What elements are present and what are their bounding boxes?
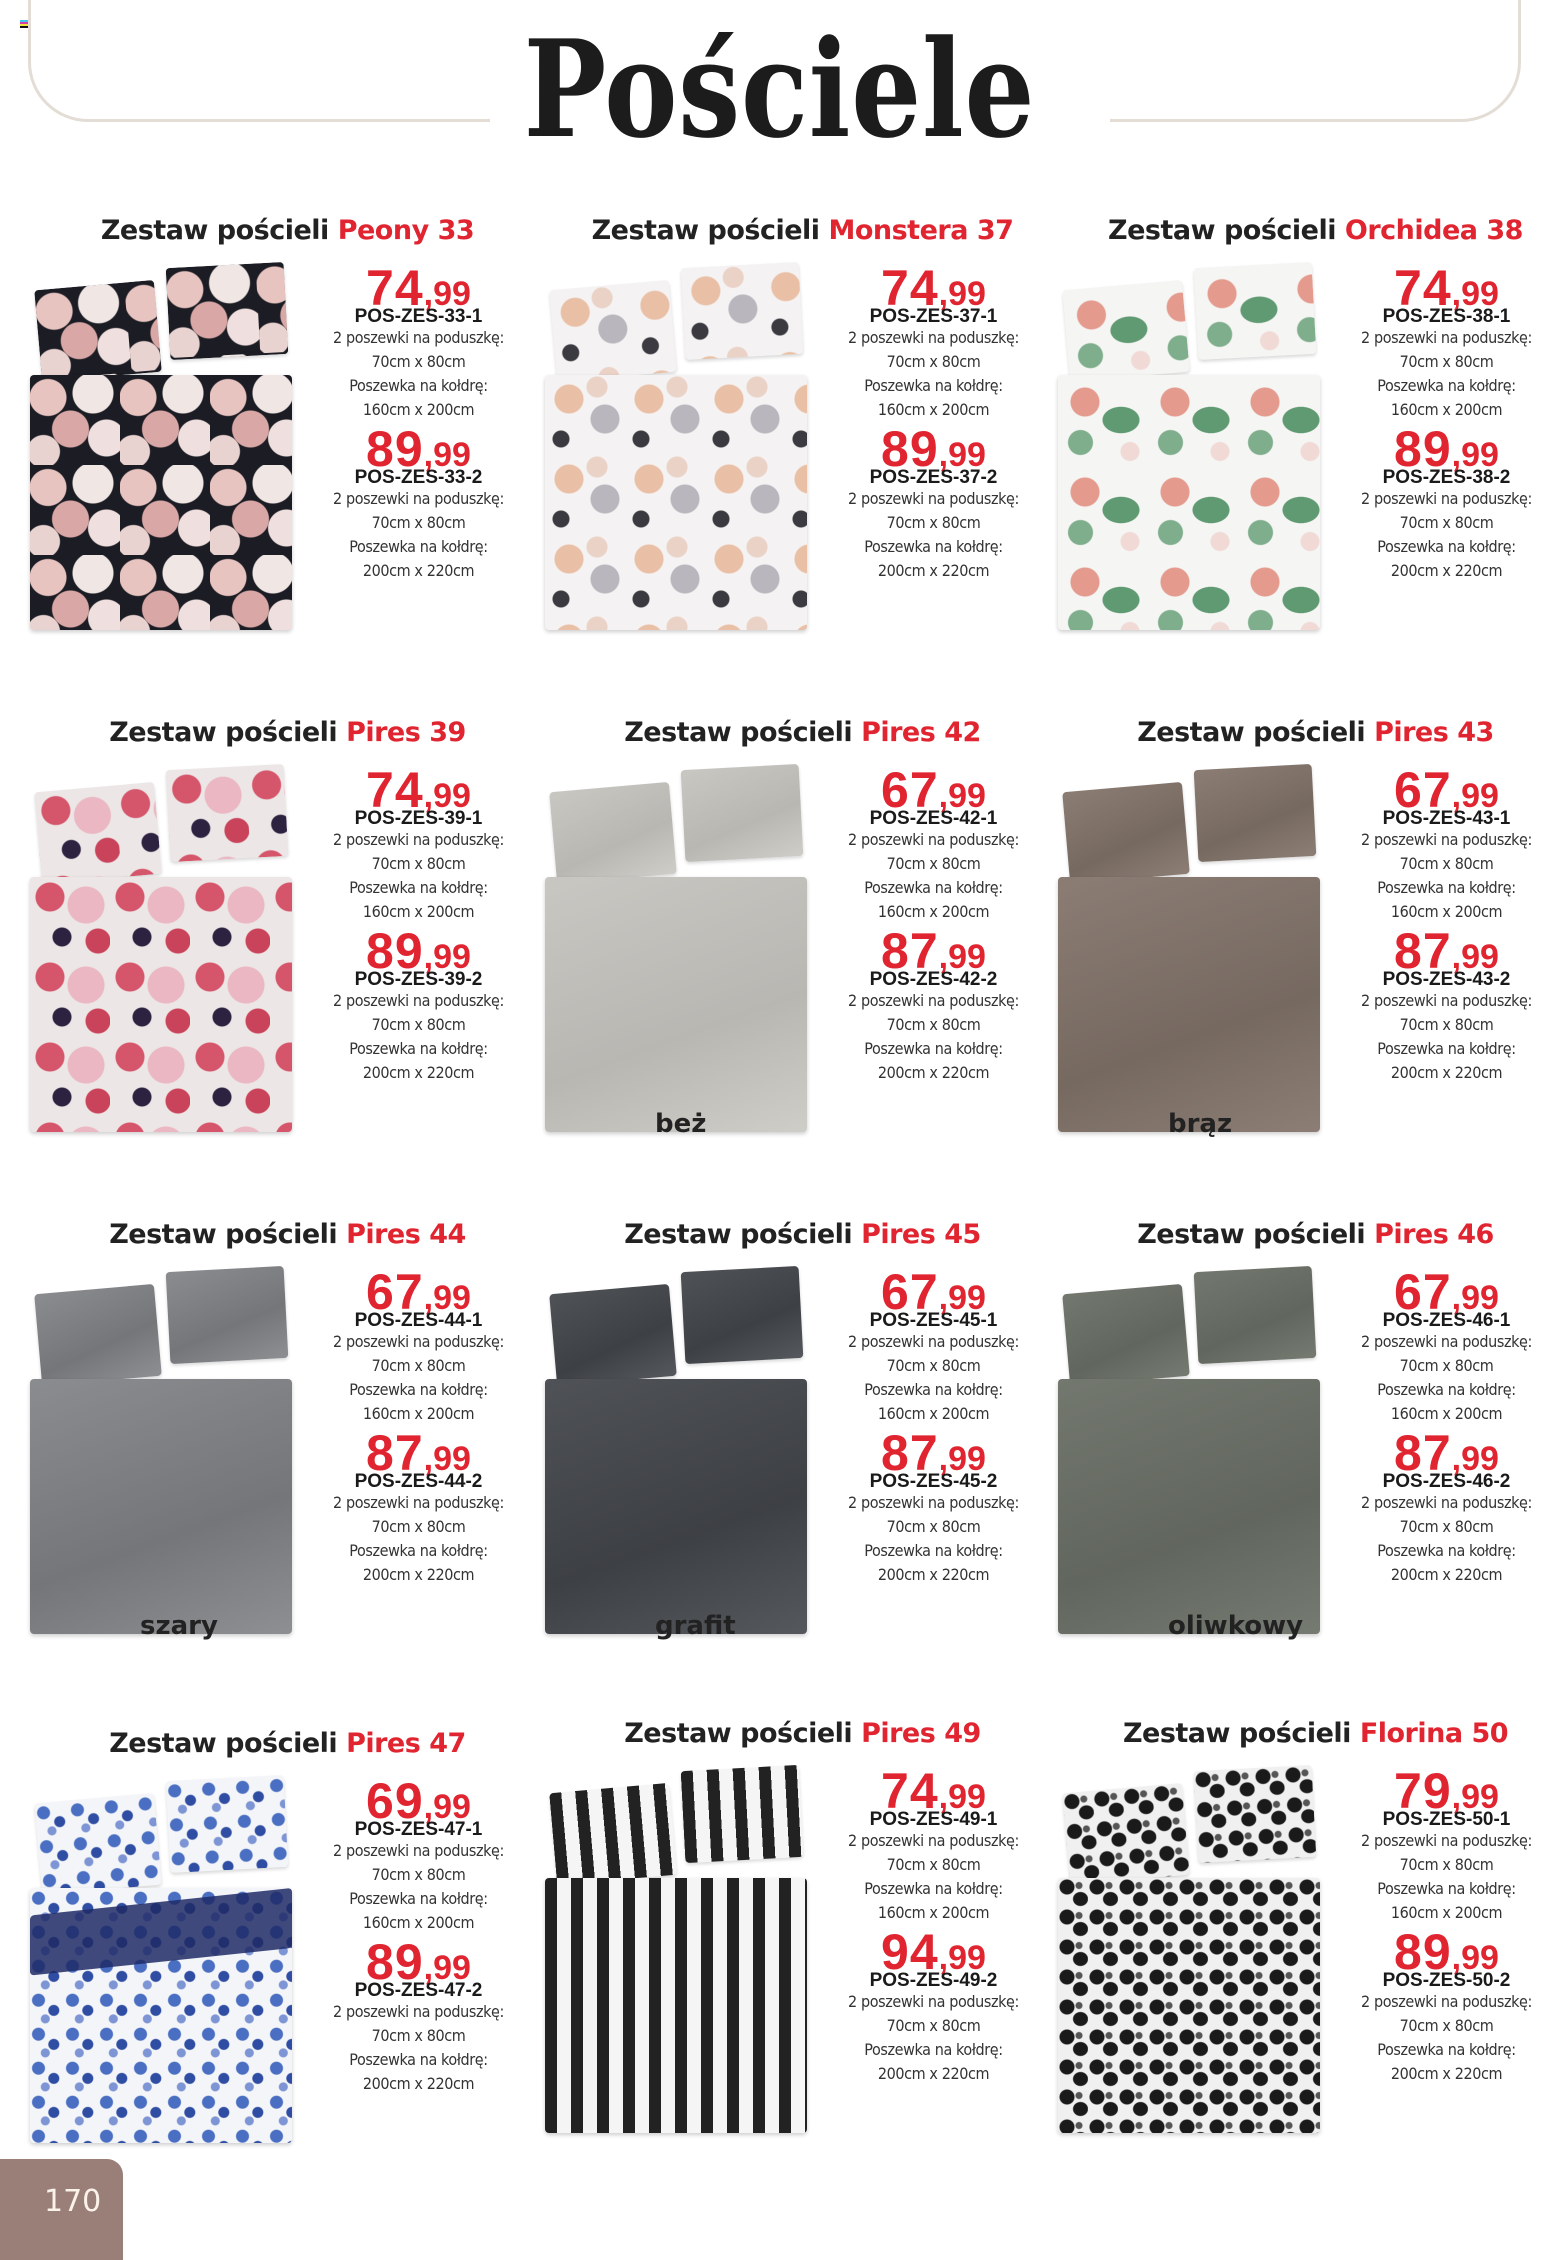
sku-large-set: POS-ZES-46-2 (1382, 1471, 1511, 1492)
price-large-set: 87,99 (366, 1425, 471, 1481)
spec-pillow-size: 70cm x 80cm (1399, 1356, 1494, 1375)
spec-pillow-size: 70cm x 80cm (371, 1865, 466, 1884)
price-large-set: 87,99 (1394, 923, 1499, 979)
spec-pillow-label: 2 poszewki na poduszkę: (848, 489, 1019, 508)
duvet-image (545, 375, 807, 630)
pillow-image (1194, 262, 1317, 360)
spec-pillow-label: 2 poszewki na poduszkę: (1361, 1493, 1532, 1512)
pricing-block (292, 1264, 545, 1587)
duvet-image (1058, 1878, 1320, 2133)
spec-duvet-label: Poszewka na kołdrę: (864, 1879, 1003, 1898)
price-small-set: 69,99 (366, 1773, 471, 1829)
price-small-set: 74,99 (366, 260, 471, 316)
spec-duvet-label: Poszewka na kołdrę: (349, 878, 488, 897)
spec-pillow-size: 70cm x 80cm (1399, 352, 1494, 371)
pillow-image (34, 280, 162, 382)
color-variant-label: grafit (655, 1611, 736, 1641)
spec-pillow-size: 70cm x 80cm (886, 1015, 981, 1034)
spec-pillow-size: 70cm x 80cm (1399, 854, 1494, 873)
product-name: Pires 45 (861, 1219, 981, 1250)
product-name: Monstera 37 (828, 215, 1014, 246)
sku-small-set: POS-ZES-39-1 (354, 808, 483, 829)
pricing-block (807, 762, 1060, 1085)
spec-pillow-label: 2 poszewki na poduszkę: (1361, 1831, 1532, 1850)
pillow-image (681, 262, 804, 360)
spec-duvet-label: Poszewka na kołdrę: (1377, 1380, 1516, 1399)
product-name: Florina 50 (1359, 1718, 1509, 1749)
spec-duvet-size: 200cm x 220cm (1390, 2064, 1503, 2083)
product-name: Pires 47 (346, 1728, 466, 1759)
product-title: Zestaw pościeli Monstera 37 (591, 215, 1014, 246)
price-large-set: 89,99 (366, 1934, 471, 1990)
product-image[interactable] (1058, 767, 1328, 1147)
spec-pillow-size: 70cm x 80cm (371, 1356, 466, 1375)
product-name: Pires 39 (346, 717, 466, 748)
spec-pillow-label: 2 poszewki na poduszkę: (333, 2002, 504, 2021)
duvet-image (1058, 1379, 1320, 1634)
spec-pillow-size: 70cm x 80cm (371, 1015, 466, 1034)
price-large-set: 89,99 (1394, 1924, 1499, 1980)
sku-large-set: POS-ZES-37-2 (869, 467, 998, 488)
duvet-image (545, 1878, 807, 2133)
sku-small-set: POS-ZES-33-1 (354, 306, 483, 327)
duvet-image (30, 1379, 292, 1634)
pillow-image (681, 1765, 804, 1863)
spec-pillow-size: 70cm x 80cm (1399, 1517, 1494, 1536)
spec-pillow-label: 2 poszewki na poduszkę: (848, 1332, 1019, 1351)
sku-large-set: POS-ZES-49-2 (869, 1970, 998, 1991)
price-large-set: 89,99 (366, 421, 471, 477)
spec-duvet-size: 160cm x 200cm (877, 1404, 990, 1423)
pillow-image (549, 280, 677, 382)
duvet-image (30, 877, 292, 1132)
sku-small-set: POS-ZES-46-1 (1382, 1310, 1511, 1331)
spec-duvet-size: 160cm x 200cm (1390, 902, 1503, 921)
pillow-image (34, 1793, 162, 1895)
pillow-image (681, 764, 804, 862)
spec-duvet-label: Poszewka na kołdrę: (864, 537, 1003, 556)
spec-duvet-size: 200cm x 220cm (877, 1063, 990, 1082)
sku-large-set: POS-ZES-50-2 (1382, 1970, 1511, 1991)
spec-pillow-label: 2 poszewki na poduszkę: (1361, 489, 1532, 508)
pillow-image (1194, 1765, 1317, 1863)
sku-small-set: POS-ZES-42-1 (869, 808, 998, 829)
product-name: Peony 33 (337, 215, 475, 246)
product-card-peony-33[interactable] (30, 215, 545, 715)
spec-duvet-size: 160cm x 200cm (1390, 1404, 1503, 1423)
sku-small-set: POS-ZES-50-1 (1382, 1809, 1511, 1830)
product-card-orchidea-38[interactable] (1058, 215, 1550, 715)
spec-pillow-label: 2 poszewki na poduszkę: (848, 1831, 1019, 1850)
spec-duvet-label: Poszewka na kołdrę: (349, 1039, 488, 1058)
price-large-set: 89,99 (1394, 421, 1499, 477)
print-registration-mark (20, 20, 28, 28)
price-small-set: 74,99 (881, 260, 986, 316)
product-title: Zestaw pościeli Pires 44 (109, 1219, 466, 1250)
spec-pillow-size: 70cm x 80cm (886, 1517, 981, 1536)
pricing-block (1320, 1763, 1550, 2086)
spec-duvet-label: Poszewka na kołdrę: (349, 376, 488, 395)
pricing-block (807, 1763, 1060, 2086)
product-title: Zestaw pościeli Pires 42 (624, 717, 981, 748)
sku-large-set: POS-ZES-33-2 (354, 467, 483, 488)
sku-large-set: POS-ZES-38-2 (1382, 467, 1511, 488)
spec-duvet-size: 200cm x 220cm (877, 1565, 990, 1584)
product-image[interactable] (30, 1778, 300, 2158)
spec-pillow-label: 2 poszewki na poduszkę: (1361, 991, 1532, 1010)
price-large-set: 87,99 (1394, 1425, 1499, 1481)
spec-pillow-size: 70cm x 80cm (886, 1855, 981, 1874)
spec-duvet-label: Poszewka na kołdrę: (1377, 1541, 1516, 1560)
product-name: Pires 44 (346, 1219, 466, 1250)
spec-pillow-size: 70cm x 80cm (886, 2016, 981, 2035)
spec-duvet-label: Poszewka na kołdrę: (864, 376, 1003, 395)
spec-duvet-label: Poszewka na kołdrę: (349, 1541, 488, 1560)
spec-duvet-size: 200cm x 220cm (362, 1063, 475, 1082)
pillow-image (166, 262, 289, 360)
product-image[interactable] (1058, 1269, 1328, 1649)
pillow-image (166, 1775, 289, 1873)
product-title: Zestaw pościeli Pires 39 (109, 717, 466, 748)
spec-duvet-size: 160cm x 200cm (877, 1903, 990, 1922)
spec-pillow-label: 2 poszewki na poduszkę: (1361, 328, 1532, 347)
spec-duvet-size: 160cm x 200cm (1390, 400, 1503, 419)
spec-duvet-label: Poszewka na kołdrę: (349, 537, 488, 556)
duvet-image (1058, 375, 1320, 630)
sku-large-set: POS-ZES-39-2 (354, 969, 483, 990)
price-small-set: 67,99 (881, 762, 986, 818)
product-card-pires-43[interactable] (1058, 717, 1550, 1217)
price-large-set: 94,99 (881, 1924, 986, 1980)
spec-duvet-size: 200cm x 220cm (877, 561, 990, 580)
product-title: Zestaw pościeli Pires 45 (624, 1219, 981, 1250)
product-image[interactable] (30, 265, 300, 645)
product-title: Zestaw pościeli Pires 49 (624, 1718, 981, 1749)
spec-duvet-size: 160cm x 200cm (362, 1913, 475, 1932)
spec-duvet-size: 200cm x 220cm (362, 561, 475, 580)
product-title: Zestaw pościeli Florina 50 (1122, 1718, 1509, 1749)
spec-pillow-label: 2 poszewki na poduszkę: (333, 489, 504, 508)
color-variant-label: brąz (1168, 1109, 1233, 1139)
spec-duvet-label: Poszewka na kołdrę: (864, 1039, 1003, 1058)
spec-duvet-label: Poszewka na kołdrę: (349, 1889, 488, 1908)
price-small-set: 67,99 (881, 1264, 986, 1320)
page-number: 170 (44, 2184, 102, 2219)
pricing-block (1320, 1264, 1550, 1587)
pillow-image (1062, 280, 1190, 382)
spec-pillow-size: 70cm x 80cm (1399, 1015, 1494, 1034)
sku-small-set: POS-ZES-38-1 (1382, 306, 1511, 327)
pricing-block (292, 1773, 545, 2096)
product-name: Orchidea 38 (1344, 215, 1523, 246)
pillow-image (34, 782, 162, 884)
sku-small-set: POS-ZES-44-1 (354, 1310, 483, 1331)
spec-duvet-size: 200cm x 220cm (1390, 1565, 1503, 1584)
pillow-image (1062, 1783, 1190, 1885)
sku-large-set: POS-ZES-43-2 (1382, 969, 1511, 990)
sku-small-set: POS-ZES-49-1 (869, 1809, 998, 1830)
spec-duvet-label: Poszewka na kołdrę: (864, 1541, 1003, 1560)
spec-pillow-label: 2 poszewki na poduszkę: (848, 991, 1019, 1010)
spec-pillow-label: 2 poszewki na poduszkę: (1361, 1332, 1532, 1351)
spec-pillow-label: 2 poszewki na poduszkę: (333, 991, 504, 1010)
pricing-block (1320, 762, 1550, 1085)
spec-pillow-label: 2 poszewki na poduszkę: (848, 1992, 1019, 2011)
product-image[interactable] (1058, 1768, 1328, 2148)
product-card-pires-44[interactable] (30, 1219, 545, 1719)
pricing-block (807, 260, 1060, 583)
spec-duvet-label: Poszewka na kołdrę: (1377, 878, 1516, 897)
spec-duvet-size: 200cm x 220cm (362, 2074, 475, 2093)
price-large-set: 89,99 (881, 421, 986, 477)
pricing-block (292, 260, 545, 583)
duvet-image (30, 375, 292, 630)
product-card-florina-50[interactable] (1058, 1718, 1550, 2218)
product-title: Zestaw pościeli Peony 33 (100, 215, 475, 246)
pillow-image (549, 782, 677, 884)
color-variant-label: oliwkowy (1168, 1611, 1304, 1641)
spec-duvet-label: Poszewka na kołdrę: (1377, 376, 1516, 395)
price-small-set: 67,99 (366, 1264, 471, 1320)
sku-small-set: POS-ZES-47-1 (354, 1819, 483, 1840)
product-card-pires-42[interactable] (545, 717, 1060, 1217)
pillow-image (1062, 1284, 1190, 1386)
product-title: Zestaw pościeli Pires 47 (109, 1728, 466, 1759)
spec-pillow-size: 70cm x 80cm (371, 2026, 466, 2045)
spec-duvet-label: Poszewka na kołdrę: (349, 1380, 488, 1399)
sku-small-set: POS-ZES-45-1 (869, 1310, 998, 1331)
spec-pillow-label: 2 poszewki na poduszkę: (333, 1841, 504, 1860)
product-card-pires-46[interactable] (1058, 1219, 1550, 1719)
spec-duvet-size: 160cm x 200cm (362, 400, 475, 419)
spec-pillow-size: 70cm x 80cm (1399, 2016, 1494, 2035)
pillow-image (34, 1284, 162, 1386)
spec-duvet-size: 160cm x 200cm (1390, 1903, 1503, 1922)
sku-large-set: POS-ZES-44-2 (354, 1471, 483, 1492)
product-image[interactable] (30, 767, 300, 1147)
color-variant-label: beż (655, 1109, 707, 1139)
product-image[interactable] (545, 1768, 815, 2148)
pillow-image (549, 1783, 677, 1885)
product-card-monstera-37[interactable] (545, 215, 1060, 715)
spec-duvet-label: Poszewka na kołdrę: (864, 1380, 1003, 1399)
product-title: Zestaw pościeli Pires 46 (1137, 1219, 1494, 1250)
spec-pillow-label: 2 poszewki na poduszkę: (1361, 1992, 1532, 2011)
price-large-set: 87,99 (881, 923, 986, 979)
spec-pillow-size: 70cm x 80cm (371, 513, 466, 532)
product-image[interactable] (545, 1269, 815, 1649)
spec-duvet-label: Poszewka na kołdrę: (864, 2040, 1003, 2059)
pricing-block (807, 1264, 1060, 1587)
spec-pillow-size: 70cm x 80cm (886, 513, 981, 532)
spec-pillow-label: 2 poszewki na poduszkę: (1361, 830, 1532, 849)
spec-duvet-size: 200cm x 220cm (362, 1565, 475, 1584)
spec-pillow-label: 2 poszewki na poduszkę: (848, 328, 1019, 347)
pricing-block (292, 762, 545, 1085)
spec-duvet-label: Poszewka na kołdrę: (1377, 537, 1516, 556)
price-small-set: 79,99 (1394, 1763, 1499, 1819)
spec-pillow-label: 2 poszewki na poduszkę: (333, 830, 504, 849)
pillow-image (681, 1266, 804, 1364)
spec-pillow-size: 70cm x 80cm (371, 352, 466, 371)
spec-pillow-size: 70cm x 80cm (886, 854, 981, 873)
pricing-block (1320, 260, 1550, 583)
spec-pillow-label: 2 poszewki na poduszkę: (333, 1332, 504, 1351)
product-name: Pires 42 (861, 717, 981, 748)
pillow-image (166, 1266, 289, 1364)
spec-pillow-size: 70cm x 80cm (1399, 513, 1494, 532)
pillow-image (1062, 782, 1190, 884)
spec-duvet-size: 160cm x 200cm (877, 400, 990, 419)
price-small-set: 74,99 (881, 1763, 986, 1819)
product-card-pires-47[interactable] (30, 1728, 545, 2228)
product-name: Pires 49 (861, 1718, 981, 1749)
spec-duvet-label: Poszewka na kołdrę: (349, 2050, 488, 2069)
product-card-pires-49[interactable] (545, 1718, 1060, 2218)
sku-large-set: POS-ZES-45-2 (869, 1471, 998, 1492)
product-name: Pires 46 (1374, 1219, 1494, 1250)
spec-duvet-size: 200cm x 220cm (1390, 1063, 1503, 1082)
sku-small-set: POS-ZES-43-1 (1382, 808, 1511, 829)
price-small-set: 74,99 (366, 762, 471, 818)
spec-duvet-label: Poszewka na kołdrę: (1377, 2040, 1516, 2059)
sku-large-set: POS-ZES-42-2 (869, 969, 998, 990)
sku-small-set: POS-ZES-37-1 (869, 306, 998, 327)
color-variant-label: szary (140, 1611, 218, 1641)
spec-duvet-label: Poszewka na kołdrę: (1377, 1879, 1516, 1898)
spec-duvet-size: 160cm x 200cm (362, 1404, 475, 1423)
spec-duvet-label: Poszewka na kołdrę: (864, 878, 1003, 897)
spec-duvet-size: 200cm x 220cm (877, 2064, 990, 2083)
product-card-pires-45[interactable] (545, 1219, 1060, 1719)
spec-duvet-size: 200cm x 220cm (1390, 561, 1503, 580)
spec-duvet-label: Poszewka na kołdrę: (1377, 1039, 1516, 1058)
price-large-set: 89,99 (366, 923, 471, 979)
spec-duvet-size: 160cm x 200cm (362, 902, 475, 921)
price-small-set: 67,99 (1394, 762, 1499, 818)
duvet-image (545, 1379, 807, 1634)
product-image[interactable] (545, 767, 815, 1147)
spec-pillow-size: 70cm x 80cm (371, 1517, 466, 1536)
product-image[interactable] (1058, 265, 1328, 645)
product-card-pires-39[interactable] (30, 717, 545, 1217)
product-title: Zestaw pościeli Orchidea 38 (1108, 215, 1523, 246)
pillow-image (549, 1284, 677, 1386)
sku-large-set: POS-ZES-47-2 (354, 1980, 483, 2001)
product-image[interactable] (30, 1269, 300, 1649)
spec-pillow-label: 2 poszewki na poduszkę: (333, 328, 504, 347)
price-small-set: 74,99 (1394, 260, 1499, 316)
spec-pillow-label: 2 poszewki na poduszkę: (848, 830, 1019, 849)
product-title: Zestaw pościeli Pires 43 (1137, 717, 1494, 748)
duvet-image (1058, 877, 1320, 1132)
page-title: Pościele (523, 10, 1036, 168)
pillow-image (166, 764, 289, 862)
product-name: Pires 43 (1374, 717, 1494, 748)
product-image[interactable] (545, 265, 815, 645)
spec-pillow-label: 2 poszewki na poduszkę: (333, 1493, 504, 1512)
spec-duvet-size: 160cm x 200cm (877, 902, 990, 921)
pillow-image (1194, 764, 1317, 862)
price-small-set: 67,99 (1394, 1264, 1499, 1320)
price-large-set: 87,99 (881, 1425, 986, 1481)
spec-pillow-size: 70cm x 80cm (886, 352, 981, 371)
spec-pillow-size: 70cm x 80cm (1399, 1855, 1494, 1874)
pillow-image (1194, 1266, 1317, 1364)
spec-pillow-label: 2 poszewki na poduszkę: (848, 1493, 1019, 1512)
duvet-image (545, 877, 807, 1132)
spec-pillow-size: 70cm x 80cm (886, 1356, 981, 1375)
spec-pillow-size: 70cm x 80cm (371, 854, 466, 873)
